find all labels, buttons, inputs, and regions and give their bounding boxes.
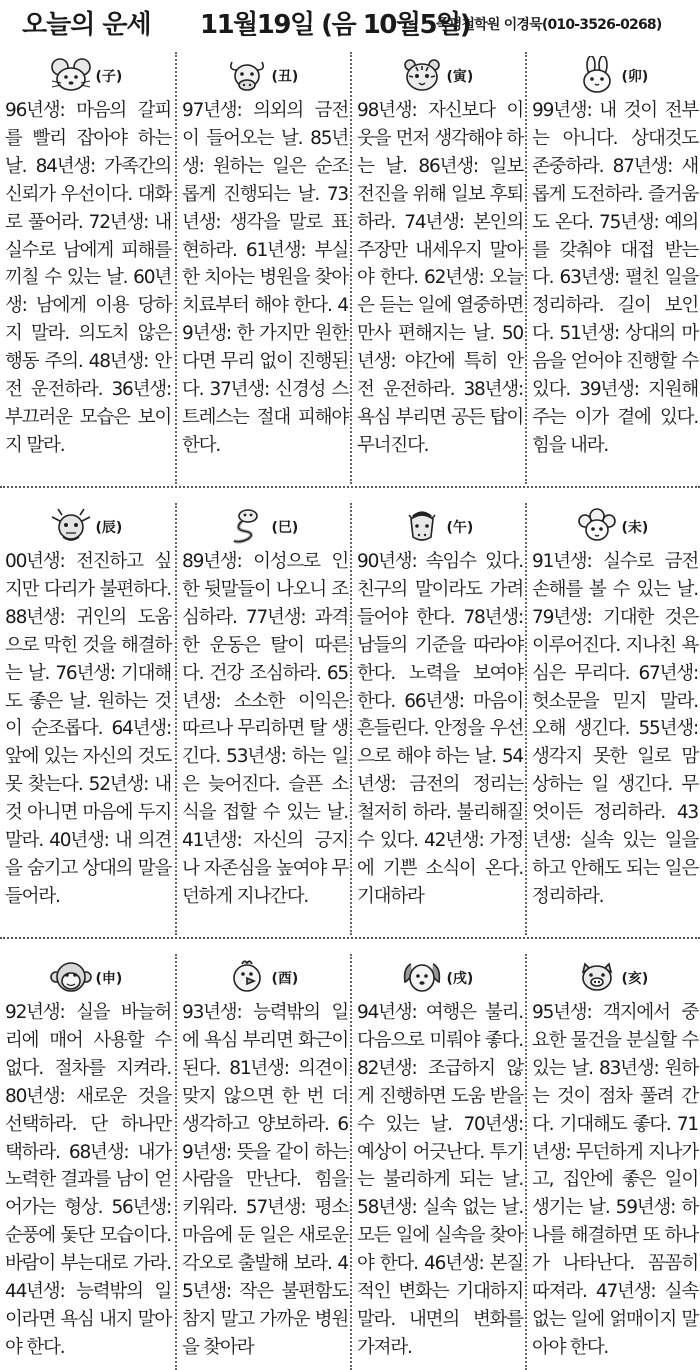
- rabbit-icon: [574, 56, 620, 94]
- fortune-text: 00년생: 전진하고 싶지만 다리가 불편하다. 88년생: 귀인의 도움으로 막힌 것을 해결하는 날. 76년생: 기대해도 좋은 날. 원하는 것이 순조롭다. 64년생: 앞에 있는 자신의 것도 못 찾는다. 52년생: 내 것 아니면 마음에 두지 말라. 40년생: 내 의견을 숨기고 상대의 말을 들어라.: [5, 551, 171, 907]
- pig-icon: [574, 958, 620, 996]
- zodiac-char: (申): [95, 971, 123, 987]
- zodiac-cell-dragon: [0, 503, 175, 935]
- fortune-text: 96년생: 마음의 갈피를 빨리 잡아야 하는 날. 84년생: 가족간의 신뢰가 우선이다. 대화로 풀어라. 72년생: 내 실수로 남에게 피해를 끼칠 수 있는 날. 60년생: 남에게 이용 당하지 말라. 의도치 않은 행동 주의. 48년생: 안전 운전하라. 36년생: 부끄러운 모습은 보이지 말라.: [5, 100, 171, 456]
- author-credit: 죽평철학원 이경묵(010-3526-0268): [436, 17, 662, 33]
- zodiac-cell-horse: [350, 503, 525, 935]
- zodiac-char: (巳): [271, 520, 299, 536]
- ox-icon: [224, 56, 270, 94]
- rat-icon: [48, 56, 94, 94]
- zodiac-header: [32, 56, 144, 94]
- zodiac-char: (子): [95, 69, 123, 85]
- date-label: 11월19일 (음 10월5일): [200, 10, 471, 40]
- zodiac-header: [208, 958, 320, 996]
- zodiac-char: (寅): [446, 69, 474, 85]
- fortune-text: 91년생: 실수로 금전 손해를 볼 수 있는 날. 79년생: 기대한 것은 이루어진다. 지나친 욕심은 무리다. 67년생: 헛소문을 믿지 말라. 오해 생긴다. 55년생: 생각지 못한 일로 맘 상하는 일 생긴다. 무엇이든 정리하라. 43년생: 실속 있는 일을 하고 안해도 되는 일은 정리하라.: [532, 551, 698, 907]
- zodiac-header: [558, 958, 670, 996]
- zodiac-cell-monkey: [0, 954, 175, 1370]
- dog-icon: [399, 958, 445, 996]
- fortune-text: 95년생: 객지에서 중요한 물건을 분실할 수 있는 날. 83년생: 원하는 것이 점차 풀려 간다. 기대해도 좋다. 71년생: 무던하게 지나가고, 집안에 좋은 일이 생기는 날. 59년생: 하나를 해결하면 또 하나가 나타난다. 꼼꼼히 따져라. 47년생: 실속 없는 일에 얽매이지 말아야 한다.: [532, 1002, 698, 1358]
- dragon-icon: [48, 507, 94, 545]
- zodiac-char: (丑): [271, 69, 299, 85]
- snake-icon: [224, 507, 270, 545]
- page-title: 오늘의 운세: [22, 10, 151, 40]
- zodiac-cell-tiger: [350, 52, 525, 484]
- fortune-text: 99년생: 내 것이 전부는 아니다. 상대것도 존중하라. 87년생: 새롭게 도전하라. 즐거움도 온다. 75년생: 예의를 갖춰야 대접 받는다. 63년생: 펼친 일을 정리하라. 길이 보인다. 51년생: 상대의 마음을 얻어야 진행할 수 있다. 39년생: 지원해 주는 이가 곁에 있다. 힘을 내라.: [532, 100, 698, 456]
- zodiac-char: (酉): [271, 971, 299, 987]
- zodiac-char: (戌): [446, 971, 474, 987]
- fortune-text: 90년생: 속임수 있다. 친구의 말이라도 가려 들어야 한다. 78년생: 남들의 기준을 따라야 한다. 노력을 보여야 한다. 66년생: 마음이 흔들린다. 안정을 우선으로 해야 하는 날. 54년생: 금전의 정리는 철저히 하라. 불리해질 수 있다. 42년생: 가정에 기쁜 소식이 온다. 기대하라: [357, 551, 523, 907]
- zodiac-header: [32, 507, 144, 545]
- rooster-icon: [224, 958, 270, 996]
- zodiac-cell-snake: [175, 503, 350, 935]
- zodiac-cell-rooster: [175, 954, 350, 1370]
- zodiac-char: (卯): [621, 69, 649, 85]
- zodiac-cell-sheep: [525, 503, 700, 935]
- horse-icon: [399, 507, 445, 545]
- fortune-text: 97년생: 의외의 금전이 들어오는 날. 85년생: 원하는 일은 순조롭게 진행되는 날. 73년생: 생각을 말로 표현하라. 61년생: 부실한 치아는 병원을 찾아 치료부터 해야 한다. 49년생: 한 가지만 원한다면 무리 없이 진행된다. 37년생: 신경성 스트레스는 절대 피해야 한다.: [182, 100, 348, 456]
- tiger-icon: [399, 56, 445, 94]
- fortune-text: 94년생: 여행은 불리. 다음으로 미뤄야 좋다. 82년생: 조급하지 않게 진행하면 도움 받을 수 있는 날. 70년생: 예상이 어긋난다. 투기는 불리하게 되는 날. 58년생: 실속 없는 날. 모든 일에 실속을 찾아야 한다. 46년생: 본질적인 변화는 기대하지 말라. 내면의 변화를 가져라.: [357, 1002, 523, 1358]
- zodiac-char: (辰): [95, 520, 123, 536]
- fortune-row-3: [0, 954, 700, 1370]
- zodiac-cell-pig: [525, 954, 700, 1370]
- monkey-icon: [48, 958, 94, 996]
- zodiac-header: [208, 56, 320, 94]
- zodiac-cell-ox: [175, 52, 350, 484]
- sheep-icon: [574, 507, 620, 545]
- zodiac-header: [558, 56, 670, 94]
- zodiac-cell-dog: [350, 954, 525, 1370]
- fortune-text: 92년생: 실을 바늘허리에 매어 사용할 수 없다. 절차를 지켜라. 80년생: 새로운 것을 선택하라. 단 하나만 택하라. 68년생: 내가 노력한 결과를 남이 얻어가는 형상. 56년생: 순풍에 돛단 모습이다. 바람이 부는대로 가라. 44년생: 능력밖의 일이라면 욕심 내지 말아야 한다.: [5, 1002, 171, 1358]
- zodiac-header: [383, 56, 495, 94]
- fortune-row-1: [0, 52, 700, 484]
- zodiac-header: [32, 958, 144, 996]
- zodiac-cell-rabbit: [525, 52, 700, 484]
- zodiac-header: [383, 958, 495, 996]
- fortune-text: 93년생: 능력밖의 일에 욕심 부리면 화근이 된다. 81년생: 의견이 맞지 않으면 한 번 더 생각하고 양보하라. 69년생: 뜻을 같이 하는 사람을 만난다. 힘을 키워라. 57년생: 평소 마음에 둔 일은 새로운 각오로 출발해 보라. 45년생: 작은 불편함도 참지 말고 가까운 병원을 찾아라: [182, 1002, 348, 1358]
- row-divider: [0, 486, 700, 488]
- zodiac-char: (午): [446, 520, 474, 536]
- fortune-text: 89년생: 이성으로 인한 뒷말들이 나오니 조심하라. 77년생: 과격한 운동은 탈이 따른다. 건강 조심하라. 65년생: 소소한 이익은 따르나 무리하면 탈 생긴다. 53년생: 하는 일은 늦어진다. 슬픈 소식을 접할 수 있는 날. 41년생: 자신의 긍지나 자존심을 높여야 무던하게 지나간다.: [182, 551, 348, 907]
- header: [0, 0, 700, 44]
- zodiac-header: [208, 507, 320, 545]
- zodiac-header: [383, 507, 495, 545]
- zodiac-char: (亥): [621, 971, 649, 987]
- zodiac-char: (未): [621, 520, 649, 536]
- zodiac-cell-rat: [0, 52, 175, 484]
- zodiac-header: [558, 507, 670, 545]
- row-divider: [0, 937, 700, 939]
- fortune-row-2: [0, 503, 700, 935]
- fortune-text: 98년생: 자신보다 이웃을 먼저 생각해야 하는 날. 86년생: 일보 전진을 위해 일보 후퇴하라. 74년생: 본인의 주장만 내세우지 말아야 한다. 62년생: 오늘은 듣는 일에 열중하면 만사 편해지는 날. 50년생: 야간에 특히 안전 운전하라. 38년생: 욕심 부리면 공든 탑이 무너진다.: [357, 100, 523, 456]
